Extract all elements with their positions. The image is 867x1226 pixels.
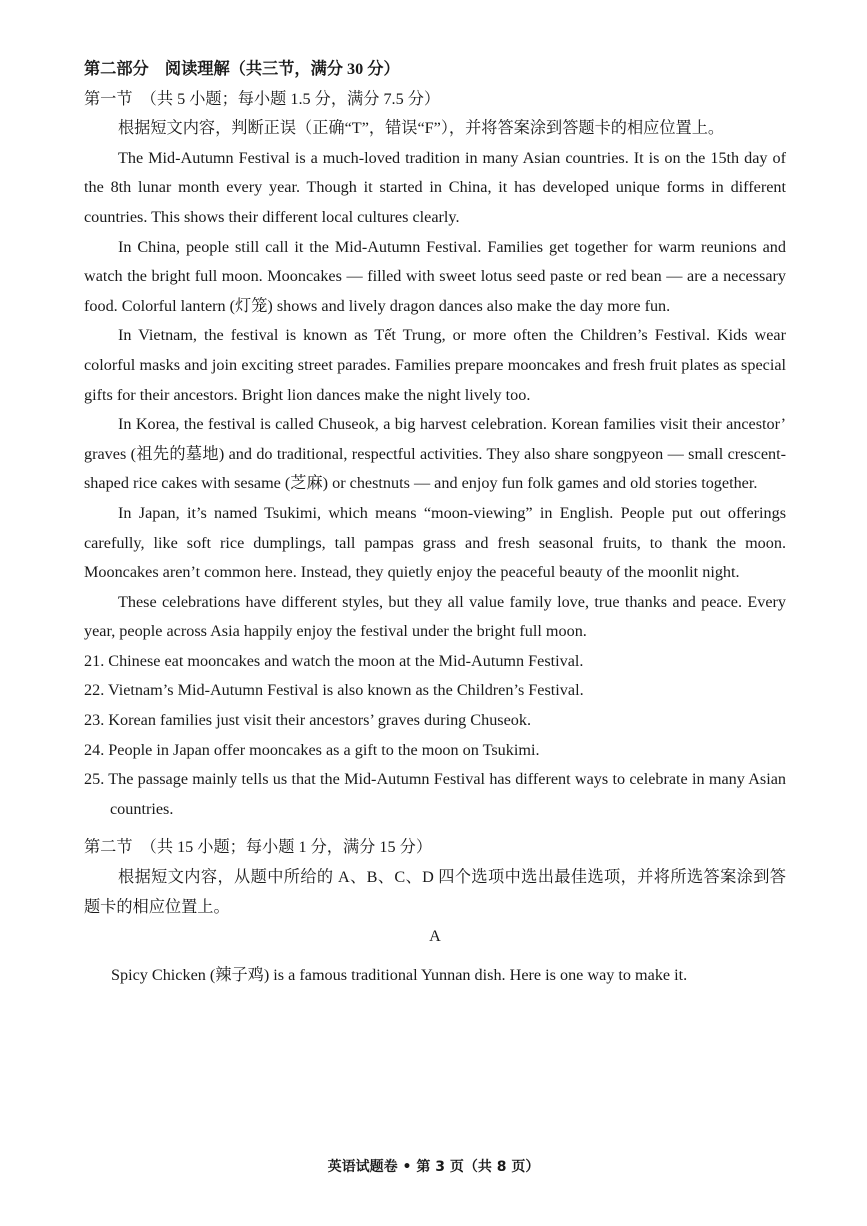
passage-label: A — [429, 927, 441, 946]
question-item: 24. People in Japan offer mooncakes as a gift to the moon on Tsukimi. — [84, 740, 540, 759]
section2-title: 第二节 （共 15 小题；每小题 1 分，满分 15 分） — [84, 838, 433, 857]
page-content — [84, 55, 786, 990]
section1-title: 第一节 （共 5 小题；每小题 1.5 分，满分 7.5 分） — [84, 89, 441, 108]
part-title: 第二部分 阅读理解（共三节，满分 30 分） — [84, 60, 400, 78]
question-item: 25. The passage mainly tells us that the Mid-Autumn Festival has different ways to celebrate in many Asian countries. — [84, 770, 786, 818]
question-item: 22. Vietnam’s Mid-Autumn Festival is also known as the Children’s Festival. — [84, 681, 584, 700]
section2-instruction: 根据短文内容，从题中所给的 A、B、C、D 四个选项中选出最佳选项，并将所选答案涂到答题卡的相应位置上。 — [84, 868, 786, 916]
passage-paragraph: In China, people still call it the Mid-Autumn Festival. Families get together for warm reunions and watch the bright full moon. Mooncakes — filled with sweet lotus seed paste or red bean — are a necessary food. Colorful lantern (灯笼) shows and lively dragon dances also make the day more fun. — [84, 237, 786, 315]
passage-paragraph: In Korea, the festival is called Chuseok, a big harvest celebration. Korean families visit their ancestor’ graves (祖先的墓地) and do traditional, respectful activities. They also share songpyeon — small crescent-shaped rice cakes with sesame (芝麻) or chestnuts — and enjoy fun folk games and old stories together. — [84, 415, 786, 493]
section1-instruction: 根据短文内容，判断正误（正确“T”，错误“F”），并将答案涂到答题卡的相应位置上。 — [118, 119, 725, 138]
reading-passage — [84, 144, 786, 647]
passage-paragraph: In Vietnam, the festival is known as Tết Trung, or more often the Children’s Festival. Kids wear colorful masks and join exciting street parades. Families prepare mooncakes and fresh fruit plates as special gifts for their ancestors. Bright lion dances make the night lively too. — [84, 326, 786, 404]
spicy-chicken-intro: Spicy Chicken (辣子鸡) is a famous traditional Yunnan dish. Here is one way to make it. — [111, 965, 688, 984]
question-item: 21. Chinese eat mooncakes and watch the moon at the Mid-Autumn Festival. — [84, 651, 584, 670]
passage-paragraph: The Mid-Autumn Festival is a much-loved tradition in many Asian countries. It is on the 15th day of the 8th lunar month every year. Though it started in China, it has developed unique forms in different countries. This shows their different local cultures clearly. — [84, 148, 786, 226]
page-footer: 英语试题卷 • 第 3 页（共 8 页） — [327, 1159, 540, 1175]
passage-paragraph: These celebrations have different styles, but they all value family love, true thanks and peace. Every year, people across Asia happily enjoy the festival under the bright full moon. — [84, 592, 786, 641]
passage-paragraph: In Japan, it’s named Tsukimi, which means “moon-viewing” in English. People put out offerings carefully, like soft rice dumplings, tall pampas grass and fresh seasonal fruits, to thank the moon. Mooncakes aren’t common here. Instead, they quietly enjoy the peaceful beauty of the moonlit night. — [84, 503, 786, 582]
question-list — [84, 647, 786, 825]
question-item: 23. Korean families just visit their ancestors’ graves during Chuseok. — [84, 711, 532, 730]
